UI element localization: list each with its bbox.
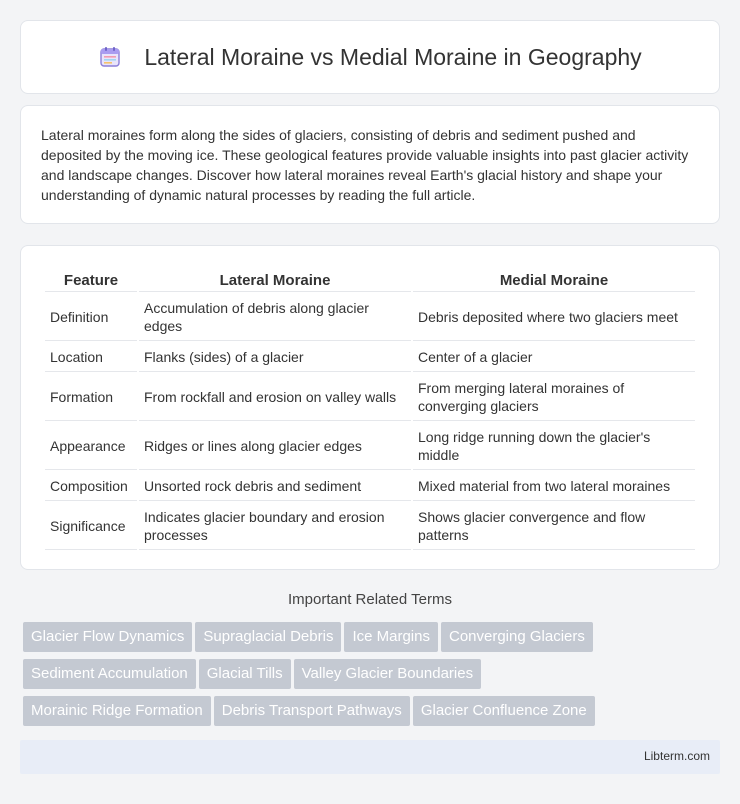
medial-cell: Long ridge running down the glacier's middle [413, 423, 695, 470]
feature-cell: Location [45, 343, 137, 372]
column-header: Medial Moraine [413, 269, 695, 292]
table-header-row [45, 269, 695, 292]
related-term-tag[interactable]: Converging Glaciers [441, 622, 593, 652]
footer-site-link[interactable]: Libterm.com [643, 749, 710, 763]
lateral-cell: Accumulation of debris along glacier edges [139, 294, 411, 341]
medial-cell: Mixed material from two lateral moraines [413, 472, 695, 501]
related-term-tag[interactable]: Sediment Accumulation [23, 659, 196, 689]
lateral-cell: Unsorted rock debris and sediment [139, 472, 411, 501]
intro-paragraph: Lateral moraines form along the sides of glaciers, consisting of debris and sediment pushed and deposited by the moving ice. These geological features provide valuable insights into past glacier activity and landscape changes. Discover how lateral moraines reveal Earth's glacial history and shape your understanding of dynamic natural processes by reading the full article. [41, 127, 689, 203]
related-terms-list [23, 622, 723, 733]
comparison-table [43, 267, 697, 552]
calendar-icon [98, 45, 122, 69]
lateral-cell: Indicates glacier boundary and erosion processes [139, 503, 411, 550]
lateral-cell: Ridges or lines along glacier edges [139, 423, 411, 470]
related-term-tag[interactable]: Debris Transport Pathways [214, 696, 410, 726]
table-row [45, 423, 695, 470]
related-term-tag[interactable]: Valley Glacier Boundaries [294, 659, 481, 689]
related-term-tag[interactable]: Glacier Confluence Zone [413, 696, 595, 726]
feature-cell: Definition [45, 294, 137, 341]
table-row [45, 503, 695, 550]
related-term-tag[interactable]: Morainic Ridge Formation [23, 696, 211, 726]
intro-card [20, 105, 720, 224]
footer-bar [20, 740, 720, 774]
related-term-tag[interactable]: Ice Margins [344, 622, 438, 652]
column-header: Lateral Moraine [139, 269, 411, 292]
table-row [45, 343, 695, 372]
related-terms-heading: Important Related Terms [288, 591, 452, 608]
comparison-card [20, 245, 720, 570]
medial-cell: From merging lateral moraines of converging glaciers [413, 374, 695, 421]
related-term-tag[interactable]: Glacier Flow Dynamics [23, 622, 192, 652]
feature-cell: Composition [45, 472, 137, 501]
lateral-cell: From rockfall and erosion on valley walls [139, 374, 411, 421]
medial-cell: Debris deposited where two glaciers meet [413, 294, 695, 341]
table-row [45, 472, 695, 501]
feature-cell: Appearance [45, 423, 137, 470]
column-header: Feature [45, 269, 137, 292]
medial-cell: Shows glacier convergence and flow patterns [413, 503, 695, 550]
feature-cell: Formation [45, 374, 137, 421]
lateral-cell: Flanks (sides) of a glacier [139, 343, 411, 372]
feature-cell: Significance [45, 503, 137, 550]
table-row [45, 374, 695, 421]
table-row [45, 294, 695, 341]
title-card [20, 20, 720, 94]
medial-cell: Center of a glacier [413, 343, 695, 372]
page-title: Lateral Moraine vs Medial Moraine in Geography [144, 43, 642, 70]
related-term-tag[interactable]: Supraglacial Debris [195, 622, 341, 652]
related-term-tag[interactable]: Glacial Tills [199, 659, 291, 689]
